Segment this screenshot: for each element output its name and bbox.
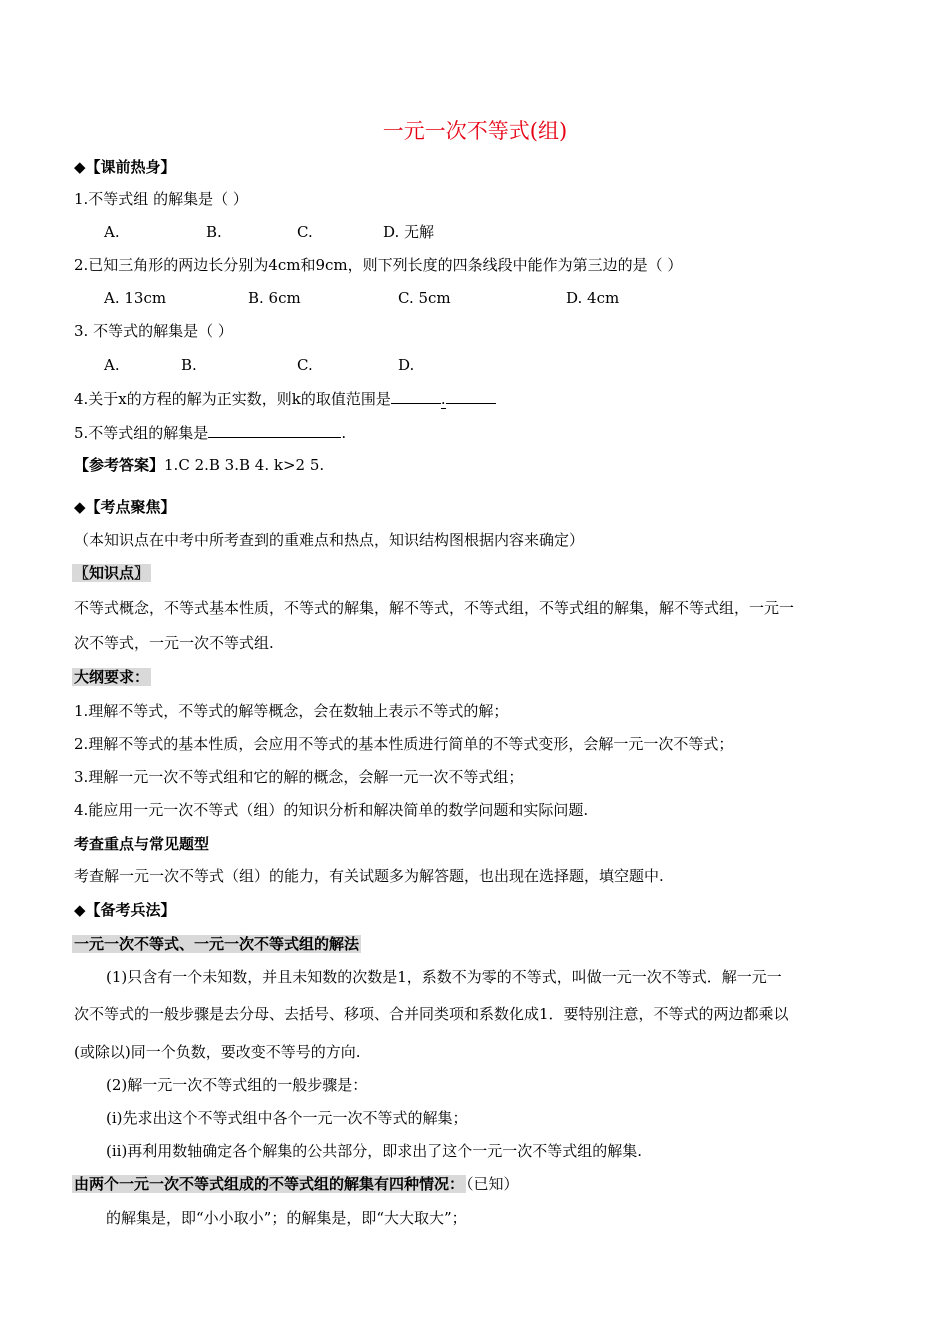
question-2: 2.已知三角形的两边长分别为4cm和9cm，则下列长度的四条线段中能作为第三边的是（ ） (74, 256, 683, 274)
focus-note: （本知识点在中考中所考查到的重难点和热点，知识结构图根据内容来确定） (74, 531, 585, 549)
outline-item-2: 2.理解不等式的基本性质，会应用不等式的基本性质进行简单的不等式变形，会解一元一次不等式； (74, 735, 734, 753)
knowledge-label: 〖知识点〗 (74, 564, 150, 582)
paragraph-2: (2)解一元一次不等式组的一般步骤是： (106, 1076, 368, 1094)
q3-option-c: C. (297, 356, 313, 374)
question-5-end: . (341, 424, 347, 442)
answer-blank (208, 422, 341, 438)
method-sub2-row (72, 1174, 519, 1194)
question-4 (74, 388, 496, 409)
paragraph-1-line-3: (或除以)同一个负数，要改变不等号的方向. (74, 1043, 361, 1061)
knowledge-line-1: 不等式概念，不等式基本性质，不等式的解集，解不等式，不等式组，不等式组的解集，解不等式组，一元一 (74, 599, 795, 617)
key-points-label: 考查重点与常见题型 (74, 835, 210, 853)
paragraph-2-i: (i)先求出这个不等式组中各个一元一次不等式的解集； (106, 1109, 468, 1127)
method-heading: ◆【备考兵法】 (74, 901, 176, 919)
answer-label: 【参考答案】 (74, 456, 165, 474)
warmup-heading: ◆【课前热身】 (74, 158, 176, 176)
method-subheading-2-note: （已知） (466, 1175, 519, 1193)
focus-heading: ◆【考点聚焦】 (74, 498, 176, 516)
q2-option-d: D. 4cm (566, 289, 620, 307)
method-subheading-2: 由两个一元一次不等式组成的不等式组的解集有四种情况： (74, 1175, 465, 1193)
knowledge-line-2: 次不等式，一元一次不等式组. (74, 634, 274, 652)
four-cases-line: 的解集是，即“小小取小”；的解集是，即“大大取大”； (106, 1209, 467, 1227)
key-points-text: 考查解一元一次不等式（组）的能力，有关试题多为解答题，也出现在选择题，填空题中. (74, 867, 664, 885)
answer-blank-dot: . (440, 390, 446, 408)
q2-option-b: B. 6cm (248, 289, 301, 307)
page-title: 一元一次不等式(组) (382, 119, 568, 143)
q3-option-d: D. (398, 356, 415, 374)
outline-label: 大纲要求： (74, 668, 150, 686)
method-subheading-1: 一元一次不等式、一元一次不等式组的解法 (74, 935, 360, 953)
q3-option-b: B. (181, 356, 197, 374)
q1-option-c: C. (297, 223, 313, 241)
q3-option-a: A. (104, 356, 120, 374)
paragraph-1-line-2: 次不等式的一般步骤是去分母、去括号、移项、合并同类项和系数化成1．要特别注意，不等式的两边都乘以 (74, 1005, 789, 1023)
q1-option-b: B. (206, 223, 222, 241)
reference-answers (74, 455, 324, 475)
q1-option-a: A. (104, 223, 120, 241)
outline-item-1: 1.理解不等式，不等式的解等概念，会在数轴上表示不等式的解； (74, 702, 509, 720)
answer-blank (391, 388, 441, 404)
q2-option-c: C. 5cm (398, 289, 451, 307)
method-sub1-row (72, 934, 361, 954)
question-4-text: 4.关于x的方程的解为正实数，则k的取值范围是 (74, 390, 391, 408)
knowledge-label-row (72, 563, 151, 583)
question-5 (74, 422, 346, 443)
question-1: 1.不等式组 的解集是（ ） (74, 190, 248, 208)
question-3: 3. 不等式的解集是（ ） (74, 322, 233, 340)
q1-option-d: D. 无解 (383, 223, 435, 241)
outline-item-4: 4.能应用一元一次不等式（组）的知识分析和解决简单的数学问题和实际问题. (74, 801, 589, 819)
question-5-text: 5.不等式组的解集是 (74, 424, 209, 442)
paragraph-2-ii: (ii)再利用数轴确定各个解集的公共部分，即求出了这个一元一次不等式组的解集. (106, 1142, 643, 1160)
outline-item-3: 3.理解一元一次不等式组和它的解的概念，会解一元一次不等式组； (74, 768, 524, 786)
paragraph-1-line-1: (1)只含有一个未知数，并且未知数的次数是1，系数不为零的不等式，叫做一元一次不等式．解一元一 (106, 968, 782, 986)
outline-label-row (72, 667, 151, 687)
answer-text: 1.C 2.B 3.B 4. k>2 5. (164, 456, 325, 474)
answer-blank (446, 388, 496, 404)
q2-option-a: A. 13cm (104, 289, 167, 307)
